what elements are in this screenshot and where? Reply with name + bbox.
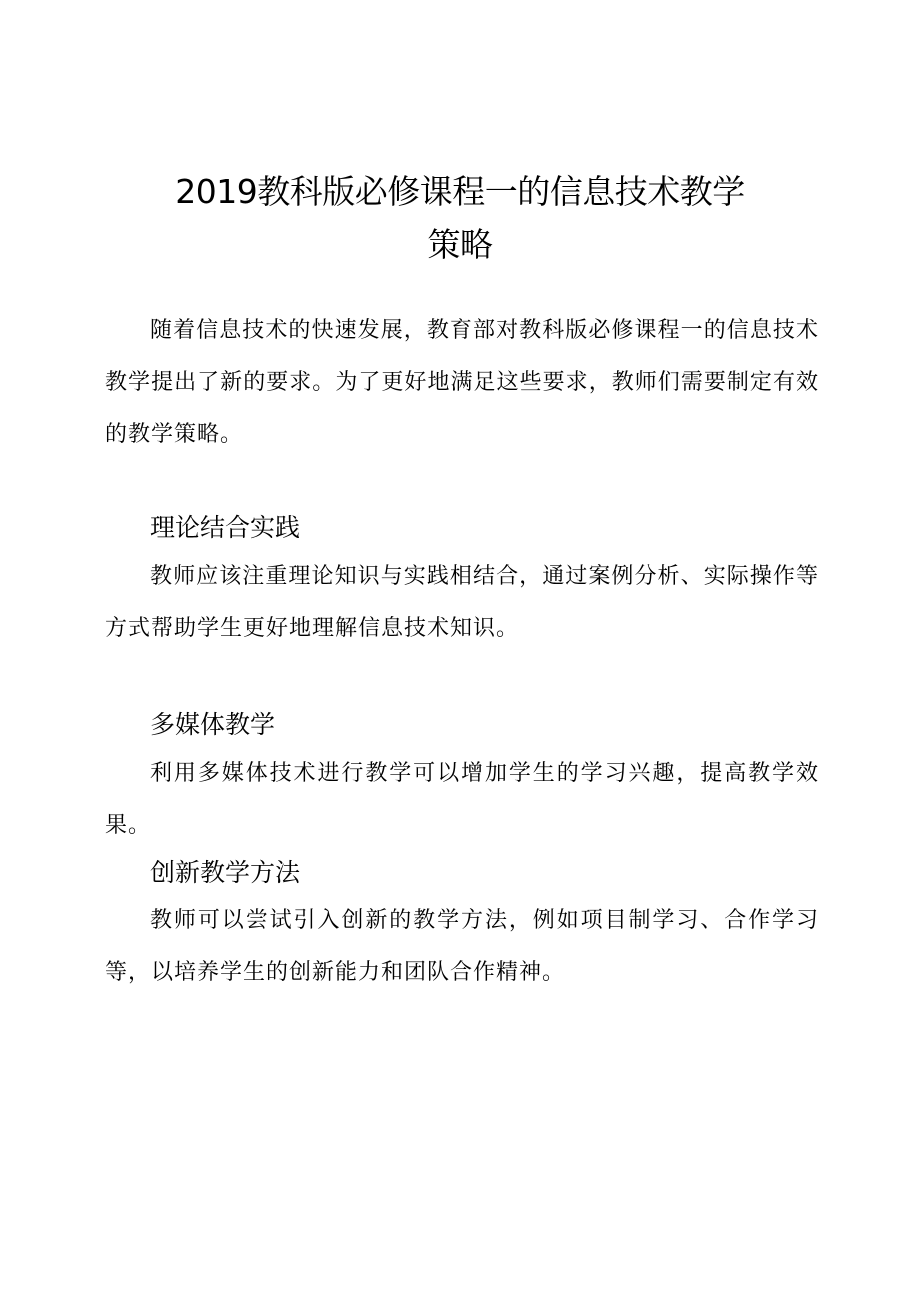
page-title <box>100 165 820 271</box>
section-heading-innovative-methods: 创新教学方法 <box>150 858 301 887</box>
section-body-multimedia: 利用多媒体技术进行教学可以增加学生的学习兴趣，提高教学效果。 <box>105 761 819 838</box>
intro-paragraph: 随着信息技术的快速发展，教育部对教科版必修课程一的信息技术教学提出了新的要求。为了更好地满足这些要求，教师们需要制定有效的教学策略。 <box>105 318 819 447</box>
section-heading-multimedia: 多媒体教学 <box>150 710 276 739</box>
section-body-innovative-methods: 教师可以尝试引入创新的教学方法，例如项目制学习、合作学习等，以培养学生的创新能力和团队合作精神。 <box>105 908 819 985</box>
title-line-1: 2019教科版必修课程一的信息技术教学 <box>175 172 745 211</box>
title-line-2: 策略 <box>427 225 493 264</box>
section-body-theory-practice: 教师应该注重理论知识与实践相结合，通过案例分析、实际操作等方式帮助学生更好地理解信息技术知识。 <box>105 564 819 641</box>
section-heading-theory-practice: 理论结合实践 <box>150 513 301 542</box>
